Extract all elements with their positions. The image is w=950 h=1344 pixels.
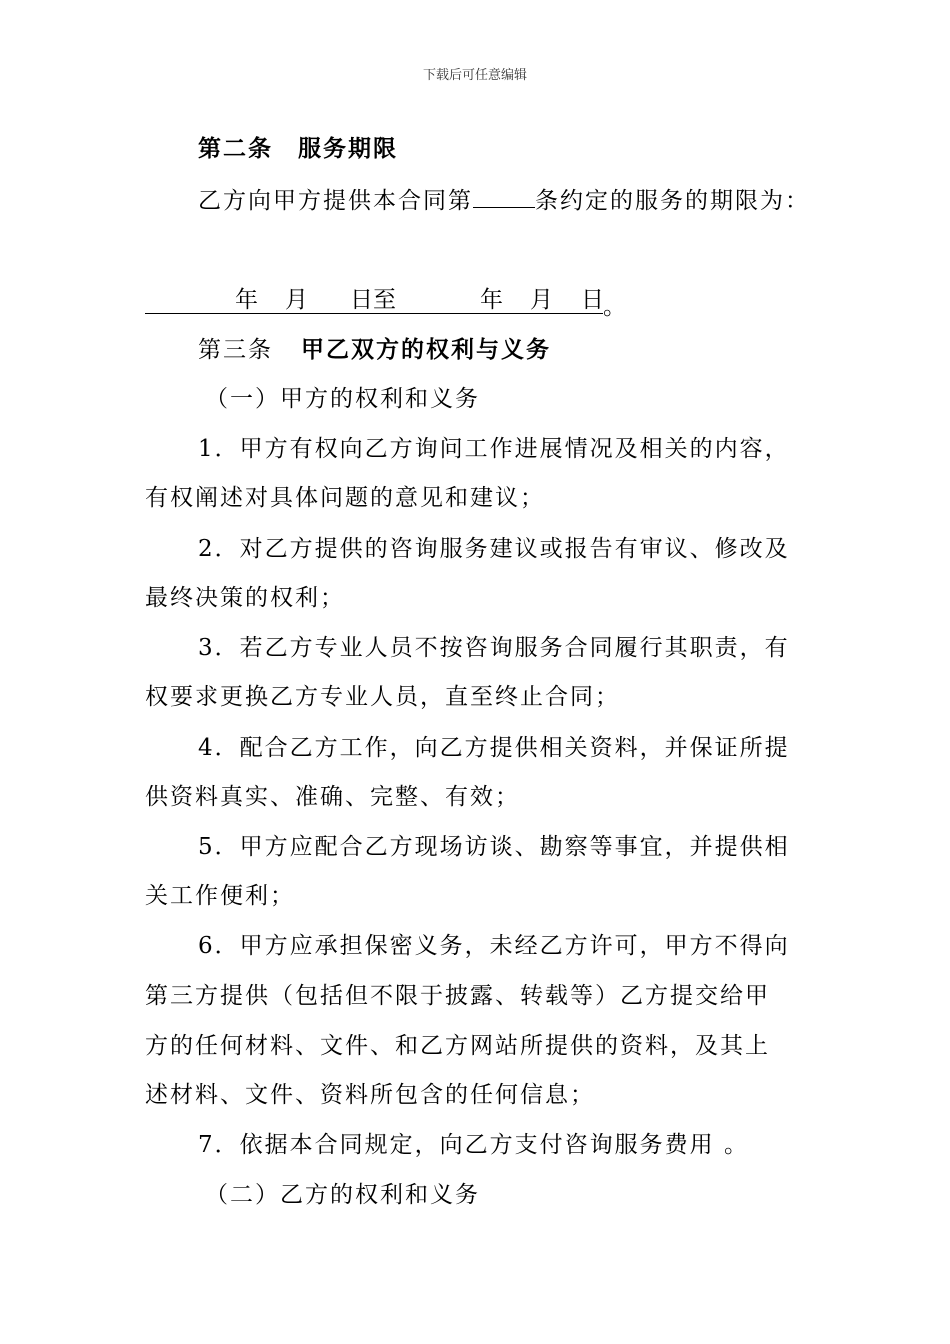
clause-line-4: 最终决策的权利； — [145, 585, 345, 611]
clause-line-15: 7．依据本合同规定，向乙方支付咨询服务费用 。 — [198, 1132, 749, 1158]
page-header-note: 下载后可任意编辑 — [422, 68, 527, 83]
date-month-1: 月 — [285, 287, 308, 313]
date-month-2: 月 — [530, 287, 553, 313]
clause-line-8: 供资料真实、准确、完整、有效； — [145, 784, 520, 810]
clause-line-3: 2．对乙方提供的咨询服务建议或报告有审议、修改及 — [198, 536, 790, 562]
date-year-2: 年 — [480, 287, 503, 313]
clause-line-7: 4．配合乙方工作，向乙方提供相关资料，并保证所提 — [198, 735, 790, 761]
date-year-1: 年 — [235, 287, 258, 313]
clause-line-9: 5．甲方应配合乙方现场访谈、勘察等事宜，并提供相 — [198, 834, 790, 860]
article-3-heading — [198, 335, 551, 365]
section-2-heading: （二）乙方的权利和义务 — [205, 1182, 480, 1208]
clause-line-13: 方的任何材料、文件、和乙方网站所提供的资料，及其上 — [145, 1033, 770, 1059]
term-text-pre: 乙方向甲方提供本合同第 — [198, 188, 473, 214]
clause-line-12: 第三方提供（包括但不限于披露、转载等）乙方提交给甲 — [145, 983, 770, 1009]
clause-line-10: 关工作便利； — [145, 883, 295, 909]
service-period-date-line — [145, 285, 626, 322]
clause-line-6: 权要求更换乙方专业人员，直至终止合同； — [145, 684, 620, 710]
clause-line-2: 有权阐述对具体问题的意见和建议； — [145, 485, 545, 511]
term-text-post: 条约定的服务的期限为： — [535, 188, 810, 214]
date-period: 。 — [603, 294, 626, 320]
clause-line-1: 1．甲方有权向乙方询问工作进展情况及相关的内容， — [198, 436, 790, 462]
date-day-1: 日至 — [350, 287, 396, 313]
date-underline — [145, 285, 603, 314]
clause-line-11: 6．甲方应承担保密义务，未经乙方许可，甲方不得向 — [198, 933, 790, 959]
article-2-heading: 第二条 服务期限 — [198, 135, 398, 162]
article-3-title: 甲乙双方的权利与义务 — [301, 336, 551, 363]
date-day-2: 日 — [581, 287, 604, 313]
article-2-term-line — [198, 185, 810, 216]
clause-line-14: 述材料、文件、资料所包含的任何信息； — [145, 1082, 595, 1108]
clause-line-5: 3．若乙方专业人员不按咨询服务合同履行其职责，有 — [198, 635, 790, 661]
article-3-prefix: 第三条 — [198, 337, 273, 363]
section-1-heading: （一）甲方的权利和义务 — [205, 386, 480, 412]
clause-number-blank — [473, 185, 535, 208]
